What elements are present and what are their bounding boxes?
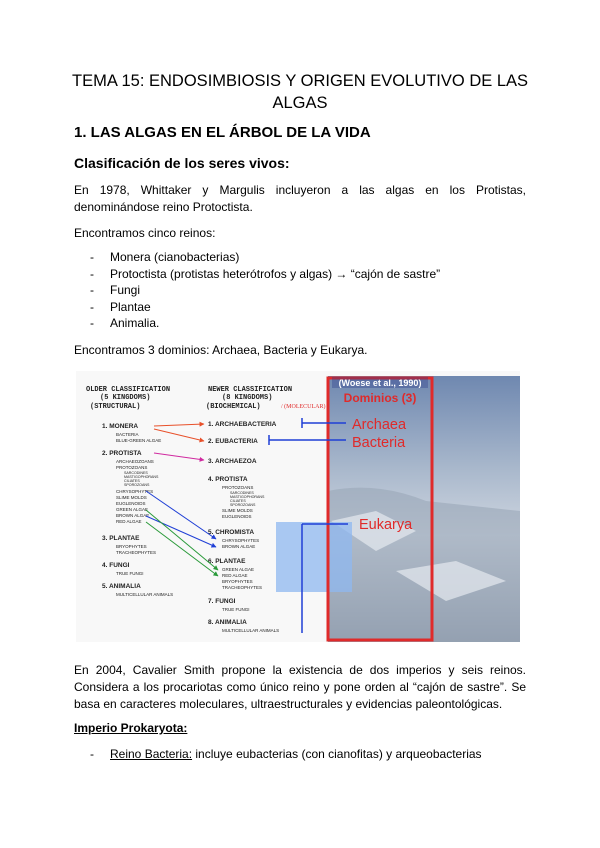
- older-kingdom: 1. MONERA: [102, 423, 139, 430]
- archaea-label: Archaea: [352, 417, 407, 433]
- dominios-label: Dominios (3): [343, 391, 417, 405]
- paragraph-cinco-reinos: Encontramos cinco reinos:: [74, 226, 216, 240]
- newer-sub-item: MULTICELLULAR ANIMALS: [222, 628, 280, 633]
- older-sub-item: SPOROZOANS: [124, 483, 150, 487]
- bacteria-label: Bacteria: [352, 435, 406, 451]
- paragraph-whittaker: En 1978, Whittaker y Margulis incluyeron a las algas en los Protistas, denominándose reino Protoctista.: [74, 183, 526, 214]
- older-sub-item: BROWN ALGAE: [116, 513, 150, 518]
- older-sub: (5 KINGDOMS): [100, 394, 151, 402]
- section-heading: 1. LAS ALGAS EN EL ÁRBOL DE LA VIDA: [74, 124, 371, 141]
- older-sub-item: PROTOZOANS: [116, 465, 148, 470]
- older-sub-item: SARCODINES: [124, 471, 148, 475]
- list-item: - Fungi: [90, 283, 141, 297]
- list-item: - Animalia.: [90, 316, 160, 330]
- newer-sub-item: BRYOPHYTES: [222, 579, 253, 584]
- newer-sub-item: SPOROZOANS: [230, 503, 256, 507]
- imperio-prokaryota-heading: Imperio Prokaryota:: [74, 721, 188, 735]
- newer-sub-item: TRUE FUNGI: [222, 607, 250, 612]
- newer-kingdom: 1. ARCHAEBACTERIA: [208, 421, 277, 428]
- newer-kingdom: 7. FUNGI: [208, 598, 236, 605]
- newer-sub-item: SARCODINES: [230, 491, 254, 495]
- newer-sub-item: BROWN ALGAE: [222, 544, 256, 549]
- older-sub-item: MASTIGOPHORANS: [124, 475, 159, 479]
- ice-shadow: [328, 488, 520, 642]
- newer-type: (BIOCHEMICAL): [206, 403, 261, 411]
- older-type: (STRUCTURAL): [90, 403, 141, 411]
- older-sub-item: ARCHAEOZOANS: [116, 459, 154, 464]
- paragraph-dominios: Encontramos 3 dominios: Archaea, Bacteria y Eukarya.: [74, 343, 368, 357]
- older-sub-item: EUGLENOIDS: [116, 501, 146, 506]
- newer-type-extra: / (MOLECULAR): [281, 404, 326, 410]
- page-title: TEMA 15: ENDOSIMBIOSIS Y ORIGEN EVOLUTIVO DE LAS ALGAS: [71, 72, 529, 112]
- newer-kingdom: 3. ARCHAEZOA: [208, 458, 257, 465]
- newer-sub-item: SLIME MOLDS: [222, 508, 253, 513]
- older-sub-item: BACTERIA: [116, 432, 139, 437]
- older-sub-item: TRUE FUNGI: [116, 571, 144, 576]
- newer-kingdom: 8. ANIMALIA: [208, 619, 247, 626]
- kingdom-list: [74, 249, 526, 332]
- newer-sub-item: MASTIGOPHORANS: [230, 495, 265, 499]
- paragraph-cavalier-smith: En 2004, Cavalier Smith propone la existencia de dos imperios y seis reinos. Considera a los procariotas como único reino y pone orden al “cajón de sastre”. Se basa en caracteres moleculares, ultraestructurales y evidencias paleontológicas.: [74, 663, 526, 711]
- newer-sub-item: CILIATES: [230, 499, 246, 503]
- woese-label: (Woese et al., 1990): [338, 378, 422, 388]
- older-sub-item: BLUE-GREEN ALGAE: [116, 438, 162, 443]
- older-sub-item: CILIATES: [124, 479, 140, 483]
- older-sub-item: RED ALGAE: [116, 519, 142, 524]
- newer-sub-item: TRACHEOPHYTES: [222, 585, 263, 590]
- newer-sub-item: CHRYSOPHYTES: [222, 538, 260, 543]
- older-title: OLDER CLASSIFICATION: [86, 386, 171, 394]
- newer-kingdom: 4. PROTISTA: [208, 476, 248, 483]
- eukarya-label: Eukarya: [359, 517, 413, 533]
- newer-sub-item: EUGLENOIDS: [222, 514, 252, 519]
- older-sub-item: MULTICELLULAR ANIMALS: [116, 592, 174, 597]
- older-sub-item: SLIME MOLDS: [116, 495, 147, 500]
- older-kingdom: 3. PLANTAE: [102, 535, 140, 542]
- older-sub-item: CHRYSOPHYTES: [116, 489, 154, 494]
- older-sub-item: TRACHEOPHYTES: [116, 550, 157, 555]
- reino-bacteria-label: Reino Bacteria:: [110, 747, 193, 761]
- reino-bacteria-text: incluye eubacterias (con cianofitas) y arqueobacterias: [192, 747, 482, 761]
- newer-kingdom: 5. CHROMISTA: [208, 529, 255, 536]
- newer-kingdom: 2. EUBACTERIA: [208, 438, 258, 445]
- classification-figure: [76, 371, 520, 642]
- subsection-heading: Clasificación de los seres vivos:: [74, 155, 290, 171]
- older-kingdom: 2. PROTISTA: [102, 450, 142, 457]
- older-sub-item: GREEN ALGAE: [116, 507, 149, 512]
- newer-kingdom: 6. PLANTAE: [208, 558, 246, 565]
- prokaryota-list: [74, 746, 526, 763]
- newer-title: NEWER CLASSIFICATION: [208, 386, 293, 394]
- eukarya-overlay: [276, 522, 352, 592]
- older-kingdom: 5. ANIMALIA: [102, 583, 141, 590]
- newer-sub-item: PROTOZOANS: [222, 485, 254, 490]
- older-kingdom: 4. FUNGI: [102, 562, 130, 569]
- list-item: - Plantae: [90, 299, 151, 314]
- newer-sub-item: RED ALGAE: [222, 573, 248, 578]
- list-item: - Monera (cianobacterias): [90, 250, 240, 264]
- newer-sub: (8 KINGDOMS): [222, 394, 273, 402]
- older-sub-item: BRYOPHYTES: [116, 544, 147, 549]
- list-item: - Protoctista (protistas heterótrofos y algas) → “cajón de sastre”: [90, 266, 441, 281]
- list-item: - Reino Bacteria: incluye eubacterias (con cianofitas) y arqueobacterias: [90, 747, 482, 761]
- newer-sub-item: GREEN ALGAE: [222, 567, 255, 572]
